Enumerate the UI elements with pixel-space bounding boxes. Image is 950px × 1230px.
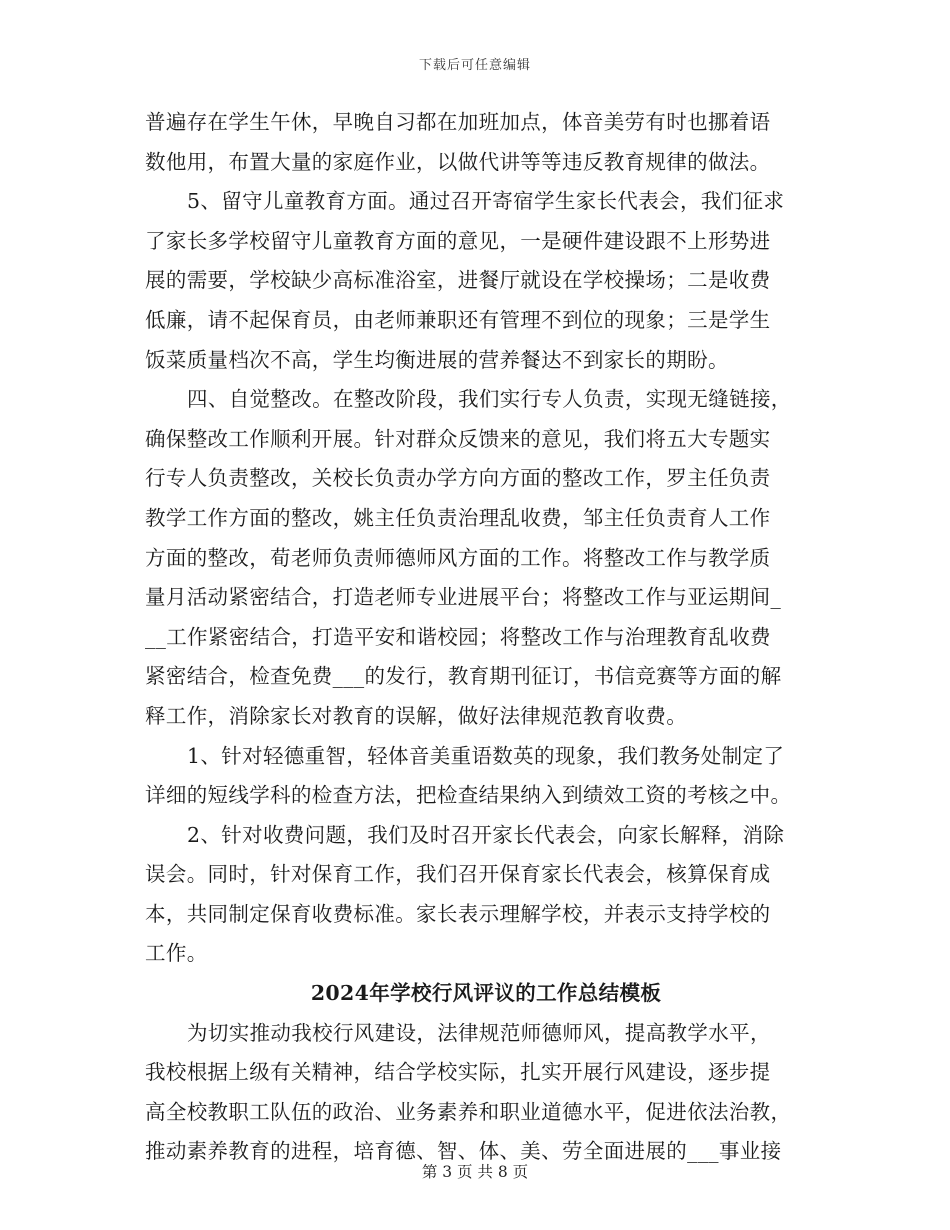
text-line: 低廉，请不起保育员，由老师兼职还有管理不到位的现象；三是学生 — [145, 307, 771, 332]
text-line: 普遍存在学生午休，早晚自习都在加班加点，体音美劳有时也挪着语 — [145, 110, 771, 134]
text-line: __工作紧密结合，打造平安和谐校园；将整改工作与治理教育乱收费 — [145, 624, 771, 649]
text-line: 释工作，消除家长对教育的误解，做好法律规范教育收费。 — [145, 703, 688, 728]
text-line: 四、自觉整改。在整改阶段，我们实行专人负责，实现无缝链接， — [187, 387, 792, 412]
page-header: 下载后可任意编辑 — [418, 58, 531, 73]
text-line: 本，共同制定保育收费标准。家长表示理解学校，并表示支持学校的 — [145, 901, 771, 926]
text-line: 量月活动紧密结合，打造老师专业进展平台；将整改工作与亚运期间_ — [145, 585, 782, 610]
text-line: 推动素养教育的进程，培育德、智、体、美、劳全面进展的___事业接 — [145, 1139, 782, 1164]
text-line: 为切实推动我校行风建设，法律规范师德师风，提高教学水平， — [187, 1020, 771, 1045]
text-line: 数他用，布置大量的家庭作业，以做代讲等等违反教育规律的做法。 — [145, 149, 771, 174]
text-line: 高全校教职工队伍的政治、业务素养和职业道德水平，促进依法治教， — [145, 1099, 792, 1124]
text-line: 了家长多学校留守儿童教育方面的意见，一是硬件建设跟不上形势进 — [145, 228, 771, 253]
text-line: 方面的整改，荀老师负责师德师风方面的工作。将整改工作与教学质 — [145, 545, 771, 570]
section-title: 2024年学校行风评议的工作总结模板 — [310, 981, 662, 1006]
text-line: 工作。 — [145, 941, 208, 966]
page-number-footer: 第 3 页 共 8 页 — [421, 1163, 529, 1181]
text-line: 饭菜质量档次不高，学生均衡进展的营养餐达不到家长的期盼。 — [145, 347, 729, 372]
text-line: 确保整改工作顺利开展。针对群众反馈来的意见，我们将五大专题实 — [145, 426, 771, 451]
text-line: 详细的短线学科的检查方法，把检查结果纳入到绩效工资的考核之中。 — [145, 783, 792, 808]
text-line: 1、针对轻德重智，轻体音美重语数英的现象，我们教务处制定了 — [187, 743, 785, 768]
text-line: 紧密结合，检查免费___的发行，教育期刊征订，书信竞赛等方面的解 — [145, 664, 782, 689]
text-line: 教学工作方面的整改，姚主任负责治理乱收费，邹主任负责育人工作 — [145, 505, 771, 530]
document-body — [145, 103, 807, 1172]
text-line: 行专人负责整改，关校长负责办学方向方面的整改工作，罗主任负责 — [145, 466, 771, 491]
text-line: 误会。同时，针对保育工作，我们召开保育家长代表会，核算保育成 — [145, 862, 771, 887]
text-line: 5、留守儿童教育方面。通过召开寄宿学生家长代表会，我们征求 — [187, 189, 785, 214]
text-line: 我校根据上级有关精神，结合学校实际，扎实开展行风建设，逐步提 — [145, 1060, 771, 1085]
text-line: 展的需要，学校缺少高标准浴室，进餐厅就设在学校操场；二是收费 — [145, 268, 771, 293]
text-line: 2、针对收费问题，我们及时召开家长代表会，向家长解释，消除 — [187, 822, 785, 847]
